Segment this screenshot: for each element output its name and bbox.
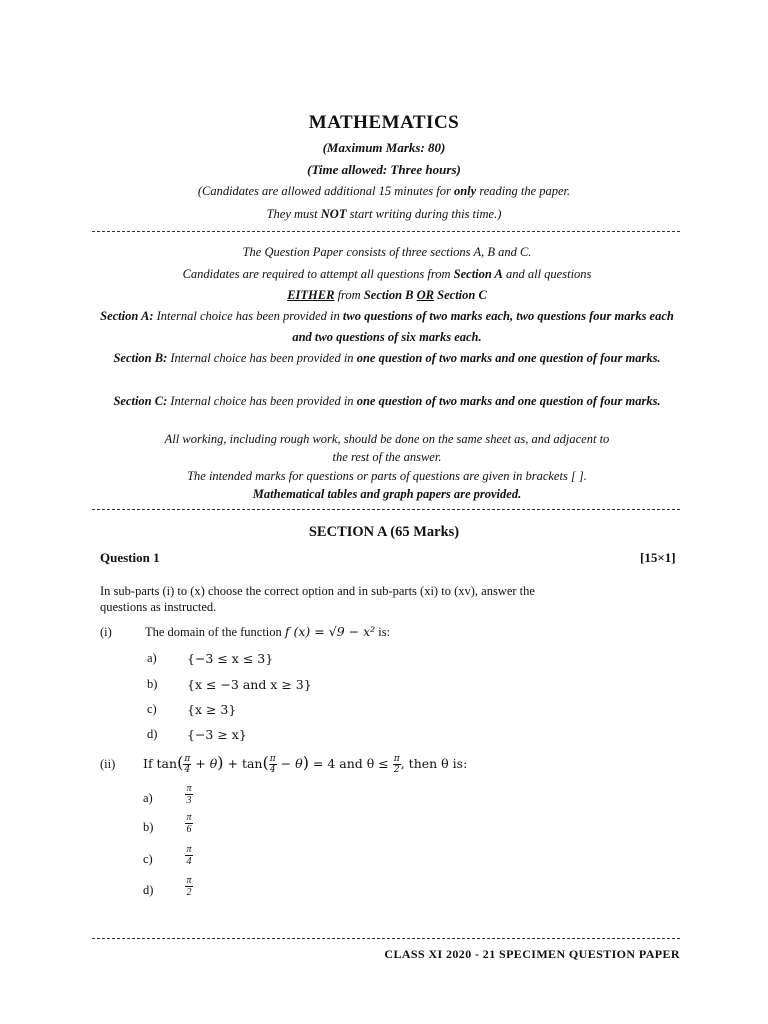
instr-text: Internal choice has been provided in [167, 351, 357, 365]
instructions-line3 [92, 285, 682, 306]
instr-text: Candidates are required to attempt all questions from [182, 267, 454, 281]
frac-num: π [186, 783, 192, 794]
frac-num: π [184, 754, 191, 764]
marks-note: The intended marks for questions or parts of questions are given in brackets [ ]. [187, 469, 587, 483]
frac-den: 3 [186, 795, 192, 806]
subq-ii-stem: If tan [143, 756, 178, 771]
subq-i-function: f (x) = √9 − x² [284, 624, 376, 639]
reading-note-emph: only [453, 184, 477, 198]
subq-ii-option-c-label: c) [143, 852, 153, 866]
subq-i-stem: The domain of the function [145, 625, 285, 639]
section-a-note [92, 306, 682, 348]
page-footer: CLASS XI 2020 - 21 SPECIMEN QUESTION PAPER [384, 947, 680, 961]
instr-text: and all questions [502, 267, 592, 281]
frac-den: 4 [186, 856, 192, 867]
subq-ii-option-d [185, 875, 193, 898]
instr-text: from [334, 288, 364, 302]
tables-note: Mathematical tables and graph papers are provided. [252, 487, 522, 501]
instr-emph: one question of two marks and one question of four marks. [356, 351, 661, 365]
reading-note-line1 [0, 184, 768, 199]
question-intro-line1: In sub-parts (i) to (x) choose the correct option and in sub-parts (xi) to (xv), answer the [100, 584, 535, 598]
subq-i-option-c: {x ≥ 3} [187, 702, 237, 717]
subq-ii-option-d-label: d) [143, 883, 154, 897]
question-label: Question 1 [100, 550, 160, 565]
subq-ii-stem: + tan [223, 756, 263, 771]
subq-i-option-d-label: d) [147, 727, 158, 741]
frac-den: 2 [186, 887, 192, 898]
divider-top [92, 231, 680, 232]
instr-emph: two questions of two marks each, two questions four marks each and two questions of six marks each. [292, 309, 674, 344]
paper-title: MATHEMATICS [308, 112, 460, 133]
section-b-label: Section B: [113, 351, 168, 365]
question-intro-line2: questions as instructed. [100, 600, 217, 614]
section-a-title: SECTION A (65 Marks) [308, 524, 460, 540]
subq-ii-option-c [185, 844, 193, 867]
instr-emph: one question of two marks and one question of four marks. [356, 394, 661, 408]
instructions-line2 [92, 264, 682, 285]
reading-note-emph: NOT [320, 207, 347, 221]
divider-bottom [92, 938, 680, 939]
reading-note-line2 [0, 207, 768, 222]
subq-ii-number: (ii) [100, 757, 116, 771]
section-c-label: Section C: [113, 394, 168, 408]
section-b-note [92, 348, 682, 369]
time-allowed: (Time allowed: Three hours) [307, 162, 461, 177]
section-a-label: Section A: [100, 309, 154, 323]
working-note-line2: the rest of the answer. [332, 450, 442, 464]
frac-num: π [186, 875, 192, 886]
working-note [92, 430, 682, 466]
subq-i-option-c-label: c) [147, 702, 157, 716]
frac-num: π [186, 812, 192, 823]
frac-num: π [186, 844, 192, 855]
subq-ii-option-a-label: a) [143, 791, 153, 805]
instr-emph: Section B [363, 288, 414, 302]
subq-i-option-b-label: b) [147, 677, 158, 691]
reading-note-text: reading the paper. [476, 184, 571, 198]
question-intro [100, 583, 660, 615]
subq-ii-frac-pi2 [393, 754, 401, 775]
frac-num: π [393, 754, 400, 764]
subq-ii-option-b-label: b) [143, 820, 154, 834]
frac-den: 4 [184, 765, 191, 775]
instructions-line1: The Question Paper consists of three sections A, B and C. [242, 245, 532, 259]
subq-i-option-b: {x ≤ −3 and x ≥ 3} [187, 677, 312, 692]
frac-den: 6 [186, 824, 192, 835]
subq-ii-text: If tan( $\frac{\pi}{4}$ + θ) + tan( $\frac{\pi}{4}$ − θ) = 4 and θ ≤ $\frac{\pi}{2}$ , then θ is: [143, 753, 468, 775]
subq-i-option-a: {−3 ≤ x ≤ 3} [187, 651, 274, 666]
instr-emph: Section A [453, 267, 503, 281]
reading-note-text: start writing during this time.) [346, 207, 502, 221]
working-note-line1: All working, including rough work, should be done on the same sheet as, and adjacent to [164, 432, 610, 446]
frac-den: 4 [269, 765, 276, 775]
frac-num: π [269, 754, 276, 764]
section-c-note [92, 391, 682, 412]
instr-emph: Section C [437, 288, 487, 302]
subq-ii-frac-pi4 [269, 754, 277, 775]
question-marks: [15×1] [640, 550, 676, 565]
subq-i-text [145, 624, 390, 640]
subq-ii-minus-theta: − θ [276, 756, 303, 771]
frac-den: 2 [393, 765, 400, 775]
instr-or: OR [416, 288, 435, 302]
max-marks: (Maximum Marks: 80) [322, 140, 446, 155]
subq-i-stem-end: is: [375, 625, 391, 639]
subq-ii-option-a [185, 783, 193, 806]
subq-ii-option-b [185, 812, 193, 835]
reading-note-text: (Candidates are allowed additional 15 minutes for [197, 184, 454, 198]
divider-mid [92, 509, 680, 510]
instr-either: EITHER [287, 288, 335, 302]
instr-text: Internal choice has been provided in [167, 394, 357, 408]
subq-ii-plus-theta: + θ [191, 756, 218, 771]
subq-ii-stem: = 4 and θ ≤ [308, 756, 393, 771]
instr-text: Internal choice has been provided in [153, 309, 343, 323]
subq-ii-stem-end: , then θ is: [400, 756, 468, 771]
reading-note-text: They must [266, 207, 321, 221]
subq-i-option-d: {−3 ≥ x} [187, 727, 247, 742]
subq-i-number: (i) [100, 625, 112, 639]
subq-i-option-a-label: a) [147, 651, 157, 665]
